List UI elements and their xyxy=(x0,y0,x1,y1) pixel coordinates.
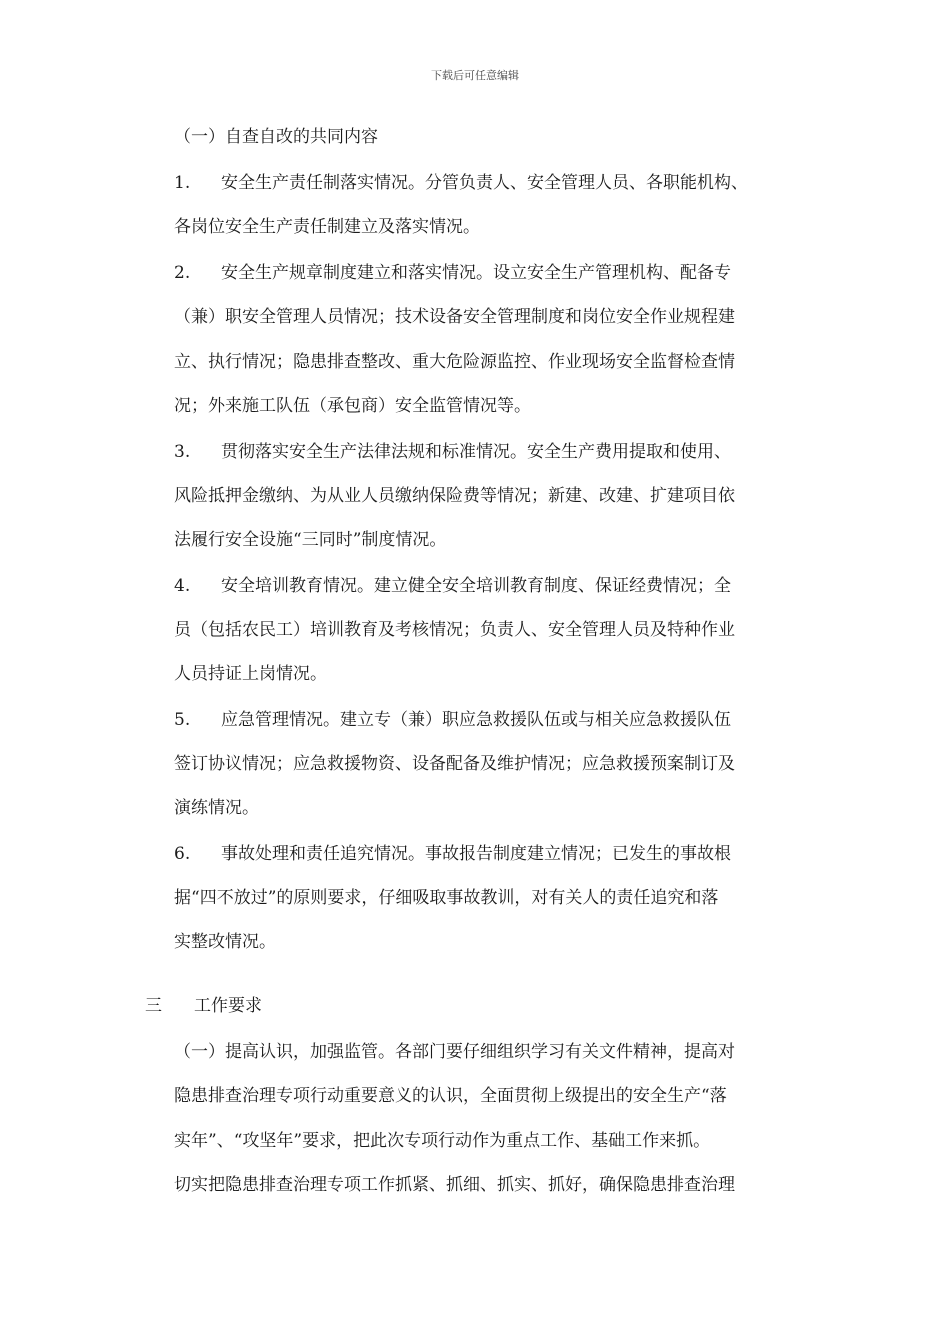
item-3-line-2: 风险抵押金缴纳、为从业人员缴纳保险费等情况；新建、改建、扩建项目依 xyxy=(174,486,735,506)
item-text: 贯彻落实安全生产法律法规和标准情况。安全生产费用提取和使用、 xyxy=(221,442,731,462)
paragraph-line-2: 隐患排查治理专项行动重要意义的认识，全面贯彻上级提出的安全生产“落 xyxy=(174,1086,727,1106)
item-2-line-2: （兼）职安全管理人员情况；技术设备安全管理制度和岗位安全作业规程建 xyxy=(174,307,735,327)
paragraph-line-3: 实年”、“攻坚年”要求，把此次专项行动作为重点工作、基础工作来抓。 xyxy=(174,1131,711,1151)
item-number: 5. xyxy=(174,710,191,730)
item-text: 安全培训教育情况。建立健全安全培训教育制度、保证经费情况；全 xyxy=(221,576,731,596)
item-number: 4. xyxy=(174,576,191,596)
item-text: 应急管理情况。建立专（兼）职应急救援队伍或与相关应急救援队伍 xyxy=(221,710,731,730)
item-text: 安全生产规章制度建立和落实情况。设立安全生产管理机构、配备专 xyxy=(221,263,731,283)
item-number: 3. xyxy=(174,442,191,462)
item-2-line-1 xyxy=(174,261,814,285)
paragraph-line-4: 切实把隐患排查治理专项工作抓紧、抓细、抓实、抓好，确保隐患排查治理 xyxy=(174,1175,735,1195)
item-6-line-1 xyxy=(174,842,814,866)
item-3-line-3: 法履行安全设施“三同时”制度情况。 xyxy=(174,530,447,550)
item-2-line-4: 况；外来施工队伍（承包商）安全监管情况等。 xyxy=(174,396,531,416)
page-header: 下载后可任意编辑 xyxy=(431,69,519,82)
section-number: 三 xyxy=(145,996,162,1016)
item-5-line-3: 演练情况。 xyxy=(174,798,259,818)
item-3-line-1 xyxy=(174,440,814,464)
item-4-line-2: 员（包括农民工）培训教育及考核情况；负责人、安全管理人员及特种作业 xyxy=(174,620,735,640)
item-1-line-1 xyxy=(174,171,814,195)
item-4-line-3: 人员持证上岗情况。 xyxy=(174,664,327,684)
item-1-line-2: 各岗位安全生产责任制建立及落实情况。 xyxy=(174,217,480,237)
item-6-line-2: 据“四不放过”的原则要求，仔细吸取事故教训，对有关人的责任追究和落 xyxy=(174,888,719,908)
heading-common-content: （一）自查自改的共同内容 xyxy=(174,127,378,147)
item-text: 安全生产责任制落实情况。分管负责人、安全管理人员、各职能机构、 xyxy=(221,173,748,193)
item-5-line-1 xyxy=(174,708,814,732)
item-number: 1. xyxy=(174,173,191,193)
item-text: 事故处理和责任追究情况。事故报告制度建立情况；已发生的事故根 xyxy=(221,844,731,864)
item-2-line-3: 立、执行情况；隐患排查整改、重大危险源监控、作业现场安全监督检查情 xyxy=(174,352,735,372)
paragraph-line-1: （一）提高认识，加强监管。各部门要仔细组织学习有关文件精神，提高对 xyxy=(174,1042,735,1062)
item-number: 6. xyxy=(174,844,191,864)
item-5-line-2: 签订协议情况；应急救援物资、设备配备及维护情况；应急救援预案制订及 xyxy=(174,754,735,774)
item-6-line-3: 实整改情况。 xyxy=(174,932,276,952)
section-title: 工作要求 xyxy=(194,996,262,1016)
item-4-line-1 xyxy=(174,574,814,598)
item-number: 2. xyxy=(174,263,191,283)
